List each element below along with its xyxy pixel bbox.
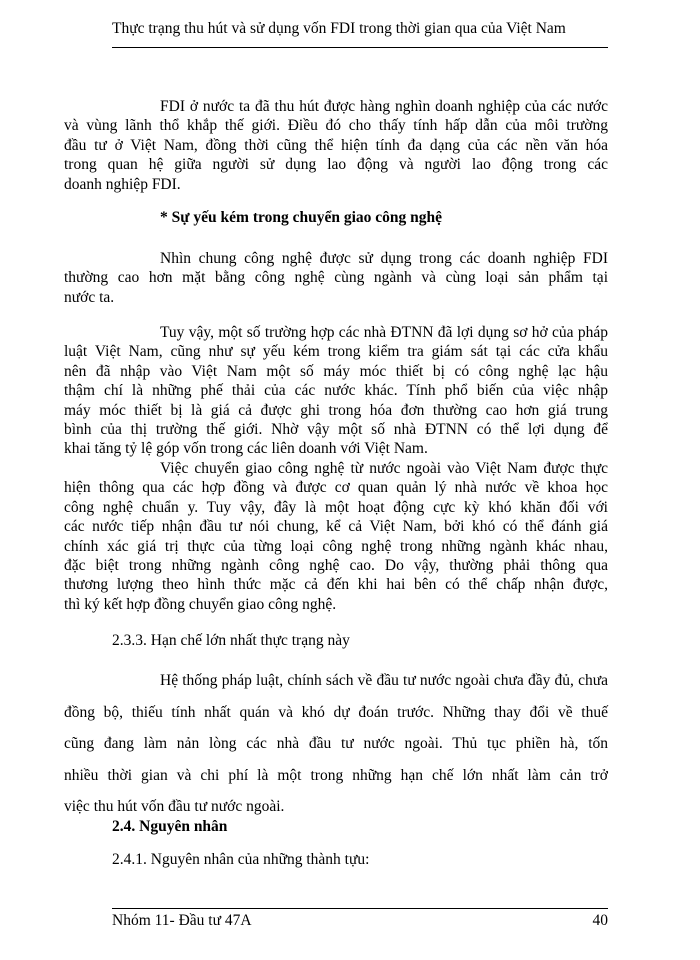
- text-line: hiện thông qua các hợp đồng và được cơ quan quản lý nhà nước về khoa học: [64, 479, 608, 497]
- text-line: các nước tiếp nhận đầu tư nói chung, kể cả Việt Nam, bởi khó có thể đánh giá: [64, 518, 608, 536]
- paragraph-fdi-attraction: [64, 97, 608, 194]
- section-heading-2-3-3: 2.3.3. Hạn chế lớn nhất thực trạng này: [112, 632, 350, 649]
- footer-group-label: Nhóm 11- Đầu tư 47A: [112, 912, 252, 929]
- text-line: máy móc thiết bị là giá cả được ghi trong hóa đơn thường cao hơn giá trung: [64, 401, 608, 419]
- paragraph-technology-level: [64, 249, 608, 307]
- text-line: công nghệ chuẩn y. Tuy vậy, đây là một hoạt động cực kỳ khó khăn đối với: [64, 498, 608, 516]
- text-line: khai tăng tỷ lệ góp vốn trong các liên doanh với Việt Nam.: [64, 440, 428, 458]
- text-line: nước ta.: [64, 288, 115, 306]
- text-line: thương lượng theo hình thức mặc cả đến khi hai bên có thể chấp nhận được,: [64, 576, 608, 594]
- footer-rule: [112, 908, 608, 909]
- paragraph-transfer-contracts: [64, 459, 608, 614]
- text-line: bình của thị trường thế giới. Nhờ vậy một số nhà ĐTNN có thể lợi dụng để: [64, 421, 608, 439]
- text-line: việc thu hút vốn đầu tư nước ngoài.: [64, 798, 285, 816]
- text-line: đặc biệt trong những ngành công nghệ cao. Do vậy, thường phải thông qua: [64, 557, 608, 575]
- subheading-technology-transfer: * Sự yếu kém trong chuyển giao công nghệ: [160, 209, 443, 226]
- paragraph-legal-system: [64, 665, 608, 823]
- section-heading-2-4: 2.4. Nguyên nhân: [112, 818, 228, 835]
- text-line: và vùng lãnh thổ khắp thế giới. Điều đó cho thấy tính hấp dẫn của môi trường: [64, 117, 608, 135]
- text-line: luật Việt Nam, cũng như sự yếu kém trong kiểm tra giám sát tại các cửa khẩu: [64, 343, 608, 361]
- text-line: Việc chuyển giao công nghệ từ nước ngoài vào Việt Nam được thực: [160, 460, 608, 477]
- text-line: thậm chí là những phế thải của các nước khác. Tính phổ biến của việc nhập: [64, 382, 608, 400]
- text-line: đầu tư ở Việt Nam, đồng thời cũng thể hiện tính đa dạng của các nền văn hóa: [64, 136, 608, 154]
- text-line: chính xác giá trị thực của từng loại công nghệ trong những ngành khác nhau,: [64, 537, 608, 555]
- text-line: Hệ thống pháp luật, chính sách về đầu tư nước ngoài chưa đầy đủ, chưa: [160, 672, 608, 689]
- running-header: Thực trạng thu hút và sử dụng vốn FDI trong thời gian qua của Việt Nam: [112, 20, 566, 37]
- text-line: trong quan hệ giữa người sử dụng lao động và người lao động trong các: [64, 156, 608, 174]
- text-line: thì ký kết hợp đồng chuyển giao công nghệ.: [64, 595, 337, 613]
- text-line: Nhìn chung công nghệ được sử dụng trong các doanh nghiệp FDI: [160, 250, 608, 267]
- text-line: Tuy vậy, một số trường hợp các nhà ĐTNN đã lợi dụng sơ hở của pháp: [160, 324, 608, 341]
- section-heading-2-4-1: 2.4.1. Nguyên nhân của những thành tựu:: [112, 851, 370, 868]
- text-line: nên đã nhập vào Việt Nam một số máy móc thiết bị có công nghệ lạc hậu: [64, 362, 608, 380]
- header-rule: [112, 47, 608, 48]
- text-line: doanh nghiệp FDI.: [64, 175, 181, 193]
- page-number: 40: [592, 912, 608, 929]
- text-line: FDI ở nước ta đã thu hút được hàng nghìn doanh nghiệp của các nước: [160, 98, 608, 115]
- text-line: nhiều thời gian và chi phí là một trong những hạn chế lớn nhất làm cản trở: [64, 766, 608, 784]
- paragraph-outdated-equipment: [64, 323, 608, 459]
- text-line: cũng đang làm nản lòng các nhà đầu tư nước ngoài. Thủ tục phiền hà, tốn: [64, 735, 608, 753]
- text-line: thường cao hơn mặt bằng công nghệ cùng ngành và cùng loại sản phẩm tại: [64, 269, 608, 287]
- text-line: đồng bộ, thiếu tính nhất quán và khó dự đoán trước. Những thay đổi về thuế: [64, 703, 608, 721]
